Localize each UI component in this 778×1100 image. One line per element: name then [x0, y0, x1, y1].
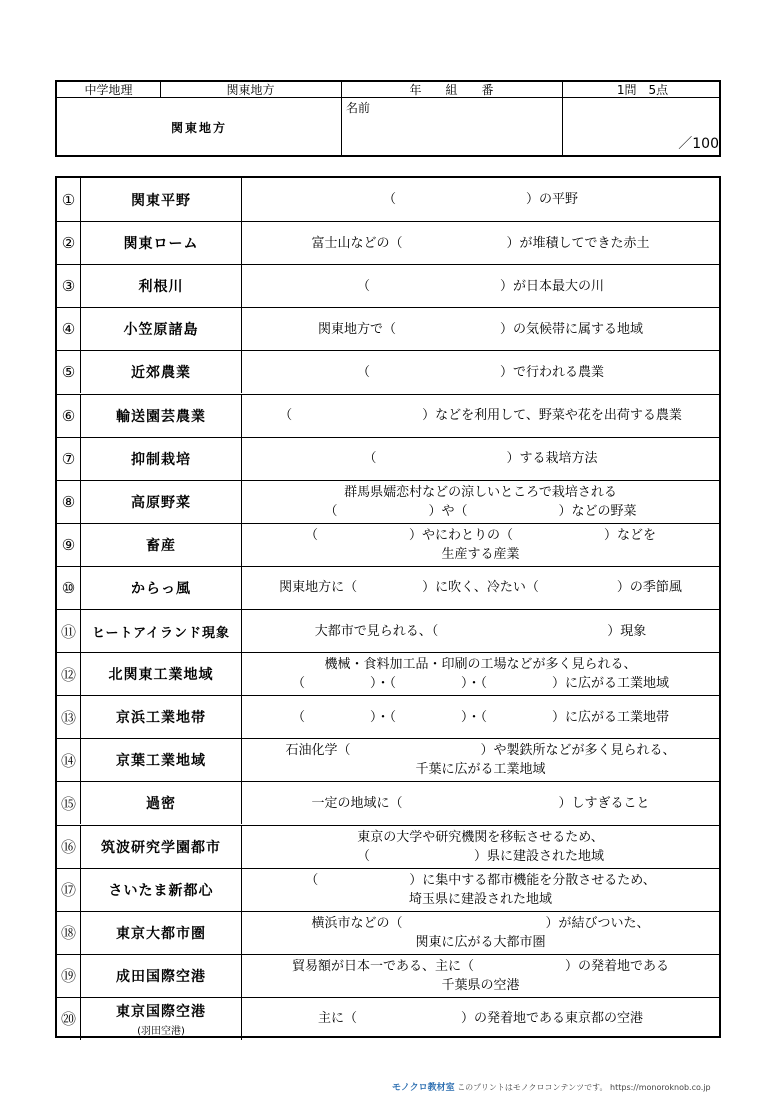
question-description-line: 関東地方で（ ）の気候帯に属する地域 — [317, 321, 643, 337]
question-term-cell — [81, 826, 242, 868]
question-description[interactable] — [242, 653, 719, 695]
question-description-line: （ ）・（ ）・（ ）に広がる工業地域 — [291, 676, 669, 692]
question-term: 畜産 — [146, 537, 176, 554]
question-term: 高原野菜 — [131, 494, 191, 511]
worksheet-header — [55, 80, 721, 157]
question-term-cell — [81, 739, 242, 781]
question-number: ⑧ — [57, 481, 81, 523]
question-description[interactable] — [242, 178, 719, 221]
question-term-cell — [81, 610, 242, 652]
question-row — [57, 221, 719, 264]
question-description[interactable] — [242, 826, 719, 868]
question-description-line: 関東に広がる大都市圏 — [415, 934, 546, 950]
question-description[interactable] — [242, 567, 719, 609]
question-term: からっ風 — [131, 580, 191, 597]
question-term: 利根川 — [138, 279, 184, 296]
question-number: ⑩ — [57, 567, 81, 609]
question-row — [57, 307, 719, 350]
question-term: 京葉工業地域 — [116, 753, 206, 770]
question-number: ⑲ — [57, 955, 81, 997]
question-term-cell — [81, 782, 242, 824]
question-description-line: （ ）県に建設された地域 — [356, 848, 604, 864]
question-description-line: （ ）が日本最大の川 — [356, 278, 604, 294]
page-title: 関東地方 — [170, 120, 227, 135]
question-term-cell — [81, 265, 242, 307]
question-number: ② — [57, 222, 81, 264]
question-description-line: 一定の地域に（ ）しすぎること — [311, 795, 650, 811]
question-description-line: 東京の大学や研究機関を移転させるため、 — [357, 829, 604, 845]
question-term-cell — [81, 696, 242, 738]
question-number: ⑪ — [57, 610, 81, 652]
question-description-line: 大都市で見られる、（ ）現象 — [314, 623, 647, 639]
question-description-line: 千葉県の空港 — [441, 977, 520, 993]
question-row — [57, 652, 719, 695]
question-description-line: 群馬県嬬恋村などの涼しいところで栽培される — [344, 484, 617, 500]
question-description[interactable] — [242, 696, 719, 738]
question-row — [57, 178, 719, 221]
question-term-cell — [81, 351, 242, 393]
question-description[interactable] — [242, 739, 719, 781]
question-term: ヒートアイランド現象 — [92, 625, 230, 641]
question-row — [57, 566, 719, 609]
footer-brand: モノクロ教材室 — [392, 1083, 455, 1093]
question-description[interactable] — [242, 782, 719, 824]
question-description[interactable] — [242, 912, 719, 954]
question-term: 過密 — [146, 796, 176, 813]
unit-label: 関東地方 — [226, 83, 275, 97]
question-description[interactable] — [242, 395, 719, 437]
question-term-cell — [81, 524, 242, 566]
question-number: ⑭ — [57, 739, 81, 781]
question-description[interactable] — [242, 265, 719, 307]
question-term: 京浜工業地帯 — [116, 710, 206, 727]
question-number: ⑥ — [57, 395, 81, 437]
question-description-line: （ ）する栽培方法 — [363, 451, 598, 467]
question-description-line: （ ）などを利用して、野菜や花を出荷する農業 — [279, 408, 682, 423]
question-number: ⑤ — [57, 351, 81, 393]
question-number: ⑳ — [57, 998, 81, 1040]
question-term-cell — [81, 438, 242, 480]
question-number: ⑦ — [57, 438, 81, 480]
question-term-cell — [81, 653, 242, 695]
question-row — [57, 437, 719, 480]
question-row — [57, 609, 719, 652]
question-description-line: 貿易額が日本一である、主に（ ）の発着地である — [291, 958, 669, 974]
question-description[interactable] — [242, 610, 719, 652]
question-term-cell — [81, 481, 242, 523]
subject-label: 中学地理 — [84, 83, 133, 97]
question-term-cell — [81, 567, 242, 609]
question-description[interactable] — [242, 955, 719, 997]
question-number: ⑮ — [57, 782, 81, 824]
question-description[interactable] — [242, 998, 719, 1040]
question-row — [57, 264, 719, 307]
question-term: 筑波研究学園都市 — [101, 839, 221, 856]
question-term-cell — [81, 395, 242, 437]
question-term: さいたま新都心 — [108, 882, 214, 899]
question-number: ⑰ — [57, 869, 81, 911]
question-term-cell — [81, 178, 242, 221]
question-description-line: 石油化学（ ）や製鉄所などが多く見られる、 — [285, 743, 676, 759]
question-description-line: 生産する産業 — [441, 546, 520, 562]
question-row — [57, 523, 719, 566]
score-total: ／100 — [678, 136, 719, 152]
question-row — [57, 997, 719, 1040]
question-number: ⑬ — [57, 696, 81, 738]
question-number: ④ — [57, 308, 81, 350]
question-term: 関東ローム — [123, 236, 199, 253]
question-number: ⑯ — [57, 826, 81, 868]
question-term: 輸送園芸農業 — [116, 408, 206, 425]
question-description-line: 千葉に広がる工業地域 — [415, 762, 546, 778]
question-number: ① — [57, 178, 81, 221]
question-description[interactable] — [242, 481, 719, 523]
question-description-line: （ ）に集中する都市機能を分散させるため、 — [305, 872, 656, 888]
question-row — [57, 480, 719, 523]
question-description-line: （ ）で行われる農業 — [356, 364, 604, 380]
question-number: ③ — [57, 265, 81, 307]
question-row — [57, 825, 719, 868]
question-term-cell — [81, 222, 242, 264]
question-number: ⑱ — [57, 912, 81, 954]
question-row — [57, 738, 719, 781]
question-description[interactable] — [242, 351, 719, 393]
question-term-sub: (羽田空港) — [137, 1025, 185, 1037]
question-term: 小笠原諸島 — [123, 322, 199, 339]
question-description[interactable] — [242, 222, 719, 264]
question-description[interactable] — [242, 438, 719, 480]
question-description-line: 埼玉県に建設された地域 — [408, 891, 552, 907]
class-label: 年 組 番 — [409, 83, 494, 97]
scoring-label: 1問 5点 — [616, 83, 669, 97]
question-term-cell — [81, 308, 242, 350]
question-term: 抑制栽培 — [131, 451, 191, 468]
question-description-line: 主に（ ）の発着地である東京都の空港 — [317, 1011, 643, 1027]
question-description-line: 機械・食料加工品・印刷の工場などが多く見られる、 — [324, 657, 637, 673]
question-description-line: 横浜市などの（ ）が結びついた、 — [311, 915, 650, 931]
question-term: 成田国際空港 — [116, 968, 206, 985]
question-number: ⑨ — [57, 524, 81, 566]
name-field[interactable] — [345, 114, 560, 154]
question-description-line: （ ）の平野 — [382, 192, 578, 207]
footer — [392, 1080, 711, 1093]
question-description-line: （ ）・（ ）・（ ）に広がる工業地帯 — [291, 709, 669, 725]
question-term-cell — [81, 912, 242, 954]
question-description-line: （ ）やにわとりの（ ）などを — [304, 527, 656, 543]
question-row — [57, 868, 719, 911]
question-row — [57, 911, 719, 954]
question-description-line: 関東地方に（ ）に吹く、冷たい（ ）の季節風 — [279, 580, 682, 596]
question-description[interactable] — [242, 524, 719, 566]
footer-text: このプリントはモノクロコンテンツです。 https://monoroknob.co.jp — [457, 1083, 711, 1092]
question-term-cell — [81, 869, 242, 911]
question-row — [57, 954, 719, 997]
question-row — [57, 695, 719, 738]
question-term: 北関東工業地域 — [108, 667, 214, 684]
questions-table — [55, 176, 721, 1038]
question-description-line: 富士山などの（ ）が堆積してできた赤土 — [311, 235, 650, 251]
question-row — [57, 350, 719, 393]
question-term: 東京大都市圏 — [116, 925, 206, 942]
question-term: 東京国際空港 — [116, 1003, 206, 1020]
question-term-cell — [81, 955, 242, 997]
question-row — [57, 781, 719, 824]
question-term: 関東平野 — [131, 192, 191, 209]
name-label: 名前 — [346, 101, 371, 115]
question-term-cell — [81, 998, 242, 1040]
question-row — [57, 394, 719, 437]
question-number: ⑫ — [57, 653, 81, 695]
question-term: 近郊農業 — [131, 365, 191, 382]
question-description[interactable] — [242, 308, 719, 350]
question-description[interactable] — [242, 869, 719, 911]
question-description-line: （ ）や（ ）などの野菜 — [324, 503, 637, 519]
